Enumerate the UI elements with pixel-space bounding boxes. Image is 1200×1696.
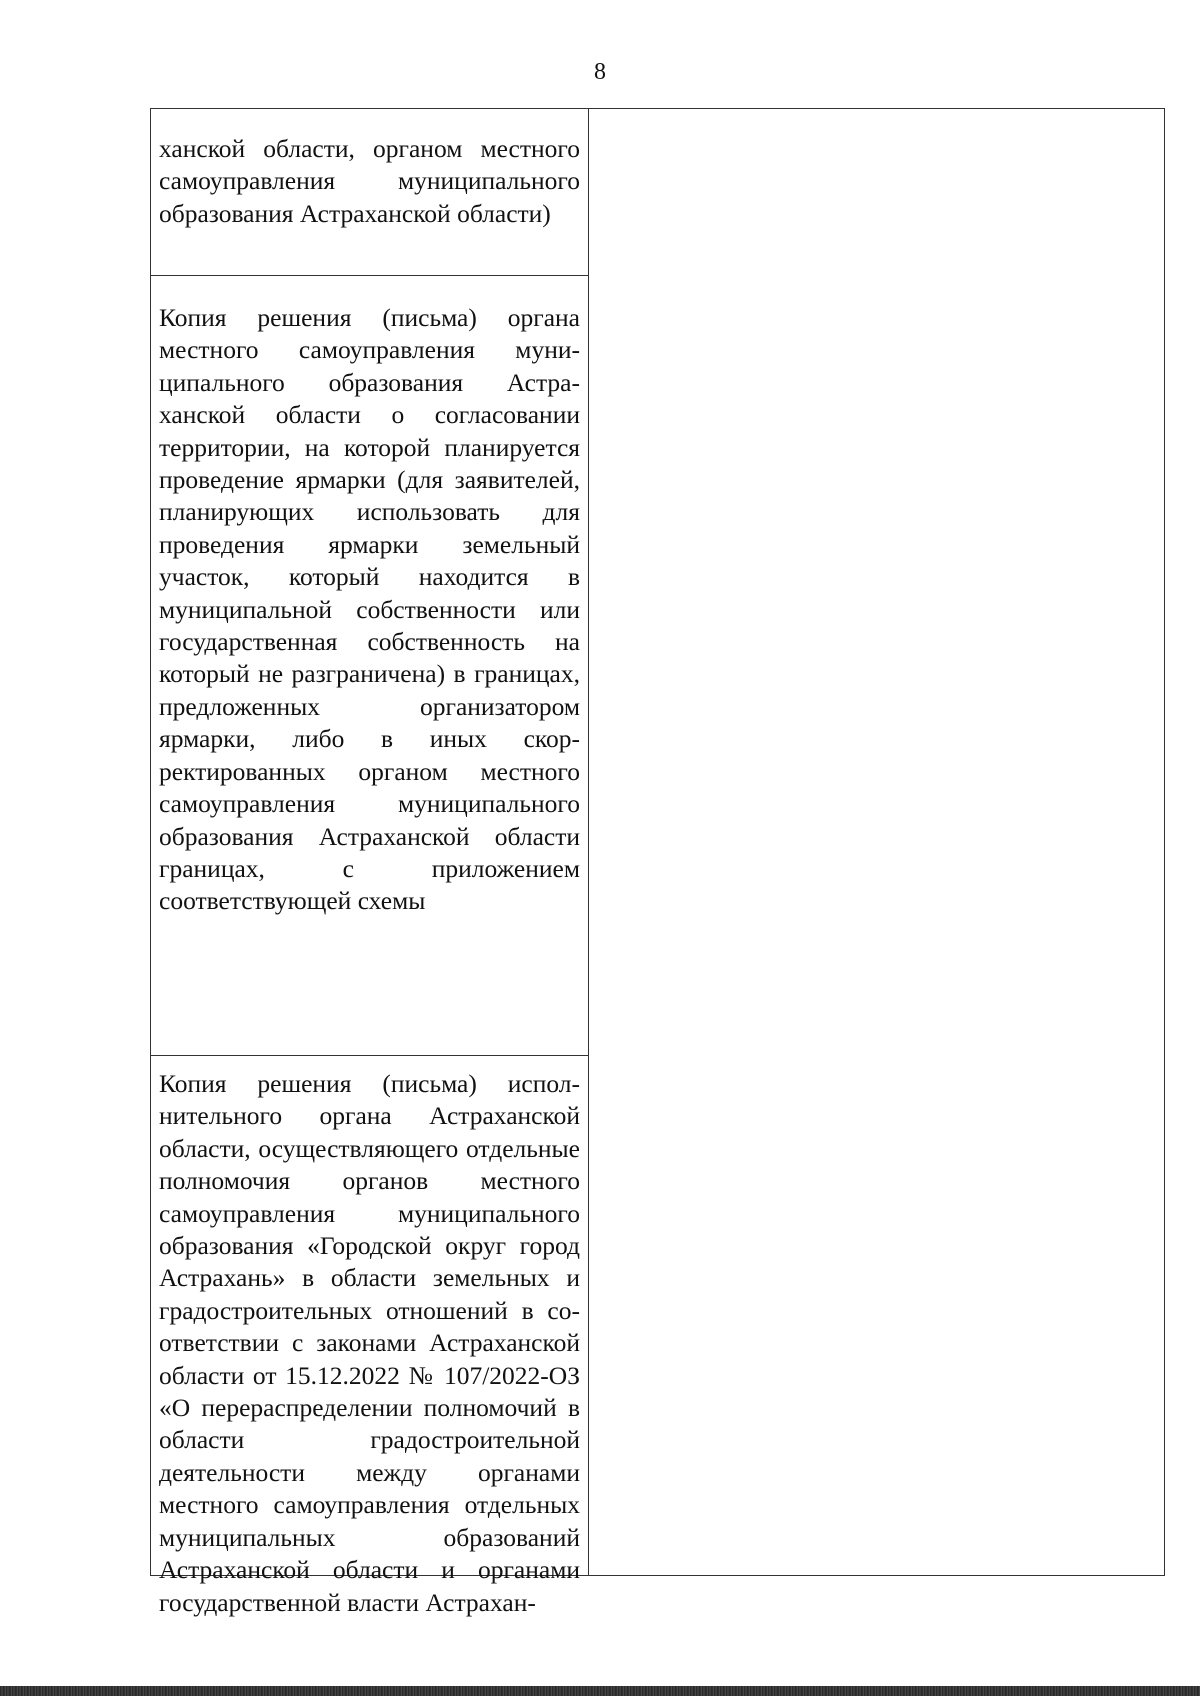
table-left-column xyxy=(151,109,588,1617)
document-table xyxy=(150,108,1165,1617)
table-cell-text: Копия решения (письма) исполнительного органа Астраханской области, осуществляющего отдельные полномочия органов местного самоуправления муниципального образования «Городской округ город Астрахань» в области земельных и градостроительных отношений в соответствии с законами Астраханской области от 15.12.2022 № 107/2022-ОЗ «О перераспределении полномочий в области градостроительной деятельности между органами местного самоуправления отдельных муниципальных образований Астраханской области и органами государственной власти Астрахан- xyxy=(159,1069,580,1617)
table-cell-text: Копия решения (письма) органа местного самоуправления муниципального образования Астраханской области о согласовании территории, на которой планируется проведение ярмарки (для заявителей, планирующих использовать для проведения ярмарки земельный участок, который находится в муниципальной собственности или государственная собственность на который не разграничена) в границах, предложенных организатором ярмарки, либо в иных скорректированных органом местного самоуправления муниципального образования Астраханской области границах, с приложением соответствующей схемы xyxy=(159,303,580,916)
table-cell-row-1 xyxy=(151,109,588,276)
table-right-column xyxy=(589,109,1164,1575)
scan-edge-border xyxy=(0,1686,1200,1696)
table-cell-row-2 xyxy=(151,276,588,1056)
page-number: 8 xyxy=(594,59,606,85)
table-cell-text: ханской области, органом местного самоуправления муниципального образования Астраханской области) xyxy=(159,134,580,228)
table-cell-row-3 xyxy=(151,1056,588,1617)
